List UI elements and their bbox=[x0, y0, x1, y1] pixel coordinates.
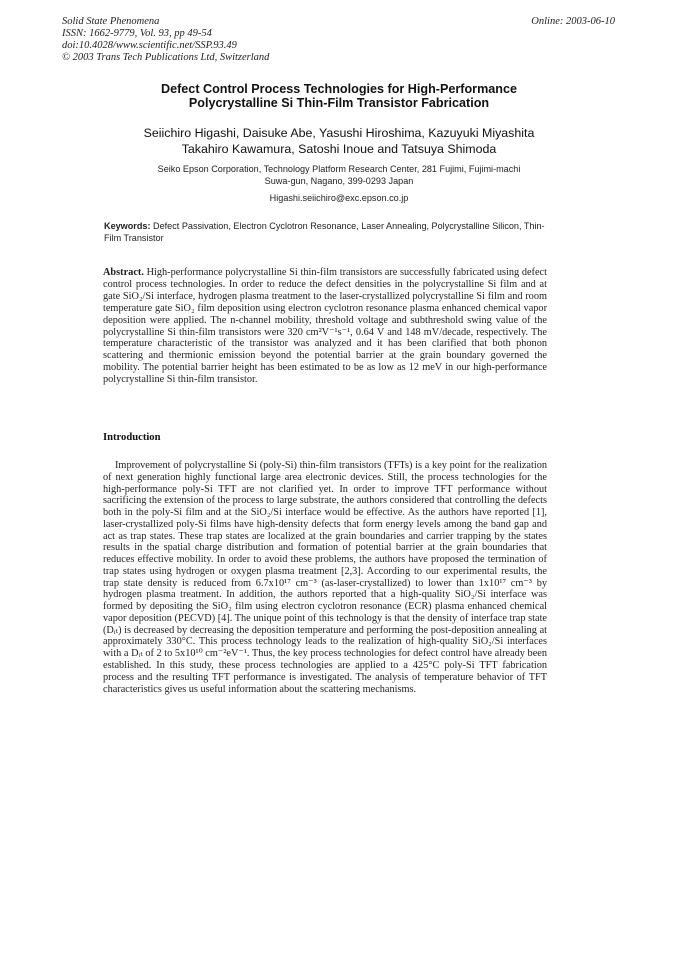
journal-header bbox=[62, 16, 269, 64]
abstract-label: Abstract. bbox=[103, 267, 144, 278]
authors-line-1: Seiichiro Higashi, Daisuke Abe, Yasushi Hiroshima, Kazuyuki Miyashita bbox=[143, 126, 535, 140]
keywords-block bbox=[104, 221, 559, 244]
author-list bbox=[0, 126, 678, 157]
keywords-label: Keywords: bbox=[104, 221, 151, 231]
author-email: Higashi.seiichiro@exc.epson.co.jp bbox=[269, 193, 409, 203]
online-date: Online: 2003-06-10 bbox=[531, 16, 615, 27]
affiliation-line-1: Seiko Epson Corporation, Technology Platform Research Center, 281 Fujimi, Fujimi-machi bbox=[157, 164, 521, 174]
journal-name: Solid State Phenomena bbox=[62, 16, 160, 27]
introduction-heading: Introduction bbox=[103, 432, 161, 443]
issn-line: ISSN: 1662-9779, Vol. 93, pp 49-54 bbox=[62, 28, 212, 39]
title-line-2: Polycrystalline Si Thin-Film Transistor Fabrication bbox=[188, 96, 490, 110]
affiliation-line-2: Suwa-gun, Nagano, 399-0293 Japan bbox=[264, 175, 414, 186]
paper-title bbox=[0, 82, 678, 110]
affiliation bbox=[0, 164, 678, 187]
abstract-block bbox=[103, 267, 547, 386]
title-line-1: Defect Control Process Technologies for High-Performance bbox=[161, 82, 517, 96]
doi-line: doi:10.4028/www.scientific.net/SSP.93.49 bbox=[62, 40, 237, 51]
copyright-line: © 2003 Trans Tech Publications Ltd, Switzerland bbox=[62, 52, 270, 63]
introduction-body: Improvement of polycrystalline Si (poly-Si) thin-film transistors (TFTs) is a key point for the realization of next generation highly functional large area electronic devices. Still, the process technologies for the high-performance poly-Si TFT are not clarified yet. In order to improve TFT performance without sacrificing the extension of the process to large substrate, the authors considered that controlling the defects both in the poly-Si film and at the SiO₂/Si interface would be effective. As the authors have reported [1], laser-crystallized poly-Si films have high-density defects that form energy levels among the band gap and act as trap states. These trap states are localized at the grain boundaries and carrier trapping by the states results in the spatial charge distribution and formation of potential barrier at the grain boundaries that reduces effective mobility. In order to avoid these problems, the authors have proposed the termination of trap states using hydrogen or oxygen plasma treatment [2,3]. According to our experimental results, the trap state density is reduced from 6.7x10¹⁷ cm⁻³ (as-laser-crystallized) to lower than 1x10¹⁷ cm⁻³ by hydrogen plasma treatment. In addition, the authors reported that a high-quality SiO₂/Si interface was formed by depositing the SiO₂ film using electron cyclotron resonance (ECR) plasma enhanced chemical vapor deposition (PECVD) [4]. The unique point of this technology is that the density of interface trap state (Dᵢₜ) is decreased by decreasing the deposition temperature and performing the post-deposition annealing at approximately 330°C. This process technology leads to the realization of high-quality SiO₂/Si interfaces with a Dᵢₜ of 2 to 5x10¹⁰ cm⁻²eV⁻¹. Thus, the key process technologies for defect control have already been established. In this study, these process technologies are applied to a 425°C poly-Si TFT fabrication process and the resulting TFT performance is investigated. The analysis of temperature behavior of TFT characteristics gives us useful information about the scattering mechanisms. bbox=[103, 460, 547, 695]
abstract-text: High-performance polycrystalline Si thin-film transistors are successfully fabricated using defect control process technologies. In order to reduce the defect densities in the polycrystalline Si film and at gate SiO₂/Si interface, hydrogen plasma treatment to the laser-crystallized polycrystalline Si film and room temperature gate SiO₂ film deposition using electron cyclotron resonance plasma enhanced chemical vapor deposition were applied. The n-channel mobility, threshold voltage and subthreshold swing value of the polycrystalline Si thin-film transistors were 320 cm²V⁻¹s⁻¹, 0.64 V and 148 mV/decade, respectively. The temperature characteristic of the transistor was analyzed and it has been clarified that both phonon scattering and thermionic emission beyond the potential barrier at the grain boundary governed the mobility. The potential barrier height has been estimated to be as low as 12 meV in our high-performance polycrystalline Si thin-film transistor. bbox=[103, 267, 547, 386]
authors-line-2: Takahiro Kawamura, Satoshi Inoue and Tatsuya Shimoda bbox=[181, 141, 497, 156]
keywords-text: Defect Passivation, Electron Cyclotron Resonance, Laser Annealing, Polycrystalline Silicon, Thin-Film Transistor bbox=[104, 221, 545, 243]
